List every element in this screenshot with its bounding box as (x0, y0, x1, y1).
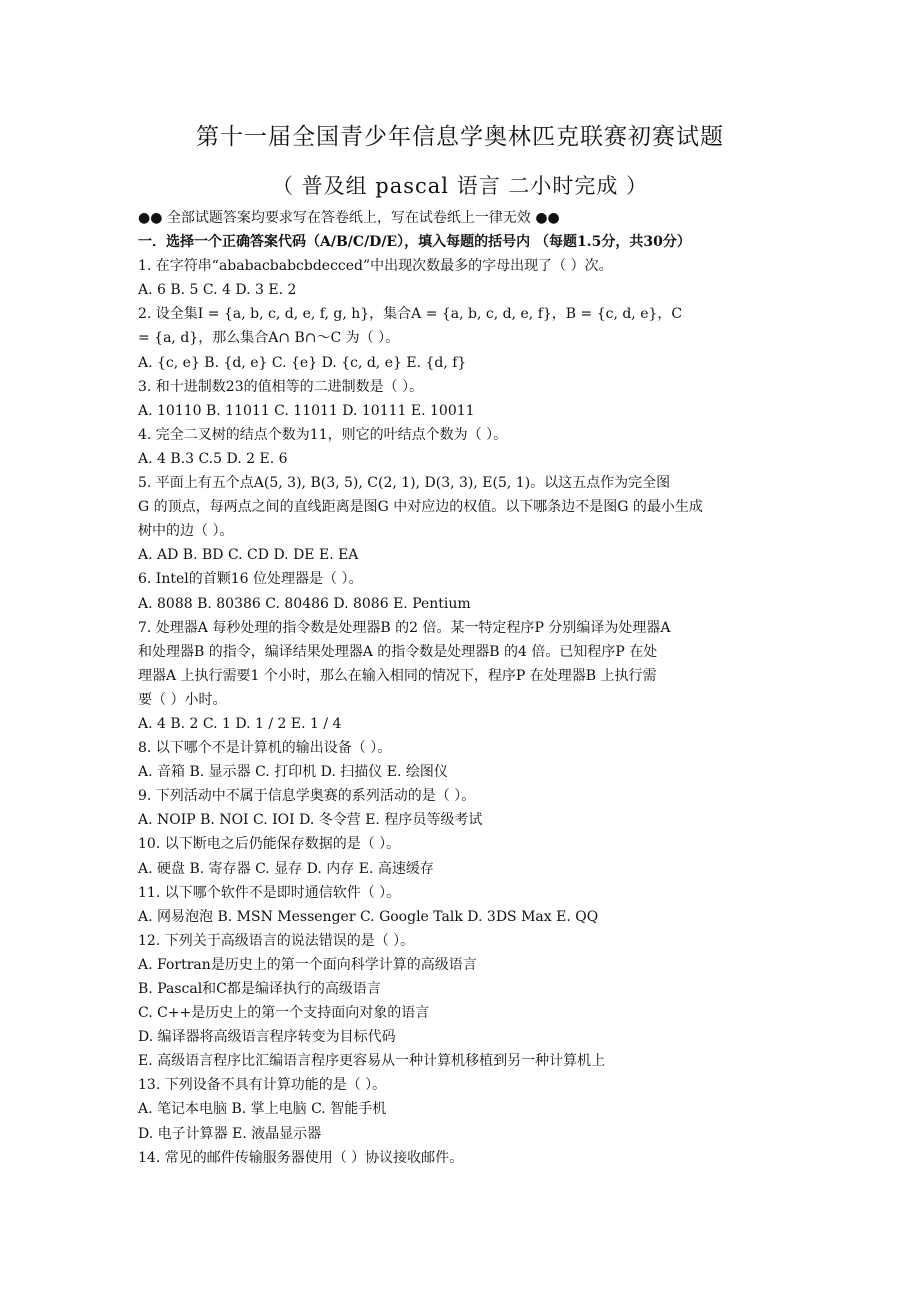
text-line: = {a, d}，那么集合A∩ B∩～C 为（ ）。 (138, 330, 400, 347)
text-line: B. Pascal和C都是编译执行的高级语言 (138, 981, 381, 997)
text-line: 14. 常见的邮件传输服务器使用（ ）协议接收邮件。 (138, 1149, 464, 1166)
text-line: 2. 设全集I = {a, b, c, d, e, f, g, h}，集合A = {a, b, c, d, e, f}，B = {c, d, e}，C (138, 306, 683, 323)
text-line: A. NOIP B. NOI C. IOI D. 冬令营 E. 程序员等级考试 (138, 812, 483, 829)
question-body (138, 206, 798, 1170)
text-line: G 的顶点，每两点之间的直线距离是图G 中对应边的权值。以下哪条边不是图G 的最小生成 (138, 499, 703, 516)
text-line: A. {c, e} B. {d, e} C. {e} D. {c, d, e} E. {d, f} (138, 354, 467, 371)
text-line: A. 音箱 B. 显示器 C. 打印机 D. 扫描仪 E. 绘图仪 (138, 764, 448, 781)
section-heading: 一．选择一个正确答案代码（A/B/C/D/E），填入每题的括号内 （每题1.5分，共30分） (138, 234, 691, 251)
text-line: 5. 平面上有五个点A(5, 3), B(3, 5), C(2, 1), D(3, 3), E(5, 1)。以这五点作为完全图 (138, 475, 671, 492)
text-line: 要（ ）小时。 (138, 691, 227, 708)
text-line: 6. Intel的首颗16 位处理器是（ ）。 (138, 571, 363, 588)
text-line: A. 笔记本电脑 B. 掌上电脑 C. 智能手机 (138, 1101, 387, 1118)
text-line: A. 网易泡泡 B. MSN Messenger C. Google Talk D. 3DS Max E. QQ (138, 908, 599, 925)
text-line: 和处理器B 的指令，编译结果处理器A 的指令数是处理器B 的4 倍。已知程序P 在处 (138, 643, 658, 660)
text-line: 7. 处理器A 每秒处理的指令数是处理器B 的2 倍。某一特定程序P 分别编译为处理器A (138, 619, 671, 636)
text-line: 9. 下列活动中不属于信息学奥赛的系列活动的是（ ）。 (138, 788, 476, 805)
text-line: D. 编译器将高级语言程序转变为目标代码 (138, 1029, 396, 1046)
text-line: 1. 在字符串“ababacbabcbdecced”中出现次数最多的字母出现了（ ）次。 (138, 258, 613, 275)
text-line: 8. 以下哪个不是计算机的输出设备（ ）。 (138, 740, 392, 757)
text-line: 3. 和十进制数23的值相等的二进制数是（ ）。 (138, 378, 424, 395)
text-line: C. C++是历史上的第一个支持面向对象的语言 (138, 1005, 430, 1022)
text-line: A. 6 B. 5 C. 4 D. 3 E. 2 (138, 282, 297, 299)
notice-line: ●● 全部试题答案均要求写在答卷纸上，写在试卷纸上一律无效 ●● (138, 210, 560, 226)
text-line: 树中的边（ ）。 (138, 523, 234, 540)
text-line: 4. 完全二叉树的结点个数为11，则它的叶结点个数为（ ）。 (138, 426, 508, 443)
text-line: 11. 以下哪个软件不是即时通信软件（ ）。 (138, 884, 401, 901)
page-subtitle: （ 普及组 pascal 语言 二小时完成 ） (271, 174, 649, 198)
text-line: A. 4 B.3 C.5 D. 2 E. 6 (138, 450, 288, 467)
text-line: A. AD B. BD C. CD D. DE E. EA (138, 547, 359, 564)
page-title: 第十一届全国青少年信息学奥林匹克联赛初赛试题 (196, 124, 724, 150)
text-line: 理器A 上执行需要1 个小时，那么在输入相同的情况下，程序P 在处理器B 上执行需 (138, 667, 657, 684)
text-line: 10. 以下断电之后仍能保存数据的是（ ）。 (138, 836, 401, 853)
text-line: A. Fortran是历史上的第一个面向科学计算的高级语言 (138, 956, 477, 973)
text-line: A. 10110 B. 11011 C. 11011 D. 10111 E. 10011 (138, 402, 475, 419)
text-line: 13. 下列设备不具有计算功能的是（ ）。 (138, 1077, 387, 1094)
text-line: A. 8088 B. 80386 C. 80486 D. 8086 E. Pentium (138, 595, 471, 612)
text-line: A. 4 B. 2 C. 1 D. 1 / 2 E. 1 / 4 (138, 715, 342, 732)
text-line: E. 高级语言程序比汇编语言程序更容易从一种计算机移植到另一种计算机上 (138, 1053, 606, 1070)
text-line: D. 电子计算器 E. 液晶显示器 (138, 1125, 322, 1142)
text-line: 12. 下列关于高级语言的说法错误的是（ ）。 (138, 932, 415, 949)
text-line: A. 硬盘 B. 寄存器 C. 显存 D. 内存 E. 高速缓存 (138, 860, 434, 877)
